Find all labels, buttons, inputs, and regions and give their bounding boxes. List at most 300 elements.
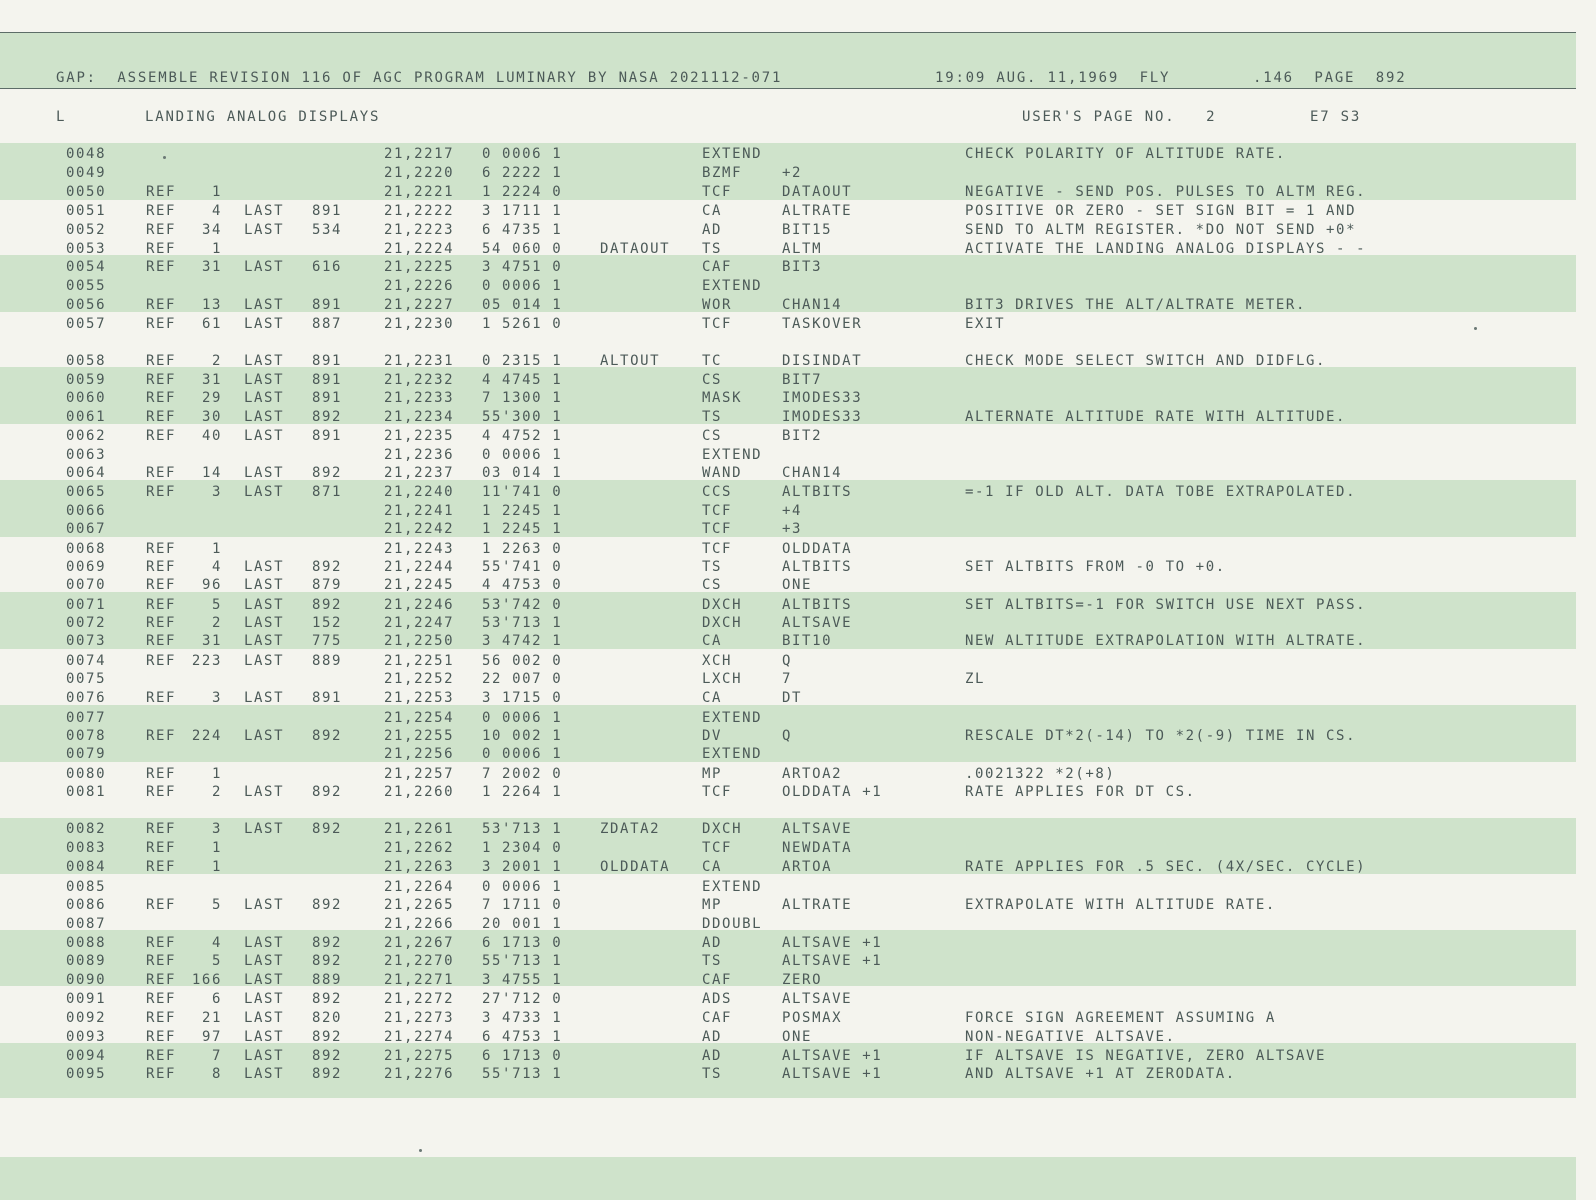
cell-seq: 0088: [66, 935, 107, 951]
cell-label: DATAOUT: [600, 241, 671, 257]
cell-lastn: 616: [312, 259, 343, 275]
cell-word: 05 014 1: [482, 297, 563, 313]
cell-op: WAND: [702, 465, 743, 481]
cell-word: 0 0006 1: [482, 879, 563, 895]
cell-seq: 0056: [66, 297, 107, 313]
cell-op: EXTEND: [702, 746, 763, 762]
cell-lastk: LAST: [244, 409, 285, 425]
cell-refn: 5: [211, 953, 222, 969]
cell-lastn: 892: [312, 1029, 343, 1045]
cell-lastn: 871: [312, 484, 343, 500]
cell-addr: 21,2267: [384, 935, 455, 951]
cell-lastk: LAST: [244, 203, 285, 219]
cell-seq: 0054: [66, 259, 107, 275]
cell-operand: CHAN14: [782, 297, 843, 313]
cell-word: 3 4751 0: [482, 259, 563, 275]
cell-seq: 0067: [66, 521, 107, 537]
header-date-time: 19:09 AUG. 11,1969 FLY: [935, 70, 1171, 86]
cell-lastk: LAST: [244, 297, 285, 313]
cell-word: 7 2002 0: [482, 766, 563, 782]
cell-word: 03 014 1: [482, 465, 563, 481]
cell-seq: 0084: [66, 859, 107, 875]
cell-word: 1 2263 0: [482, 541, 563, 557]
cell-word: 22 007 0: [482, 671, 563, 687]
cell-comment: EXTRAPOLATE WITH ALTITUDE RATE.: [965, 897, 1276, 913]
header-rule: [0, 32, 1576, 33]
green-bar-band: [0, 1157, 1576, 1200]
cell-lastk: LAST: [244, 259, 285, 275]
listing-line: [0, 164, 1576, 183]
cell-addr: 21,2257: [384, 766, 455, 782]
cell-operand: ZERO: [782, 972, 823, 988]
listing-line: [0, 709, 1576, 728]
cell-addr: 21,2226: [384, 278, 455, 294]
cell-op: MP: [702, 897, 723, 913]
cell-comment: ZL: [965, 671, 986, 687]
cell-label: OLDDATA: [600, 859, 671, 875]
cell-ref: REF: [146, 297, 177, 313]
cell-refn: 4: [211, 935, 222, 951]
cell-lastn: 892: [312, 991, 343, 1007]
cell-lastk: LAST: [244, 615, 285, 631]
cell-seq: 0072: [66, 615, 107, 631]
cell-lastk: LAST: [244, 972, 285, 988]
cell-ref: REF: [146, 784, 177, 800]
cell-operand: Q: [782, 728, 793, 744]
cell-word: 10 002 1: [482, 728, 563, 744]
cell-ref: REF: [146, 428, 177, 444]
cell-lastk: LAST: [244, 1048, 285, 1064]
cell-addr: 21,2274: [384, 1029, 455, 1045]
cell-ref: REF: [146, 840, 177, 856]
cell-operand: ALTSAVE: [782, 821, 853, 837]
cell-word: 53'713 1: [482, 821, 563, 837]
listing-line: [0, 934, 1576, 953]
cell-word: 7 1711 0: [482, 897, 563, 913]
cell-seq: 0076: [66, 690, 107, 706]
cell-addr: 21,2247: [384, 615, 455, 631]
cell-word: 3 4733 1: [482, 1010, 563, 1026]
cell-seq: 0052: [66, 222, 107, 238]
cell-lastk: LAST: [244, 390, 285, 406]
cell-addr: 21,2275: [384, 1048, 455, 1064]
cell-seq: 0063: [66, 447, 107, 463]
cell-lastk: LAST: [244, 728, 285, 744]
cell-operand: +4: [782, 503, 803, 519]
listing-line: [0, 258, 1576, 277]
cell-comment: ACTIVATE THE LANDING ANALOG DISPLAYS - -: [965, 241, 1367, 257]
listing-line: [0, 464, 1576, 483]
cell-seq: 0050: [66, 184, 107, 200]
cell-refn: 7: [211, 1048, 222, 1064]
cell-op: WOR: [702, 297, 733, 313]
cell-op: EXTEND: [702, 278, 763, 294]
cell-op: TCF: [702, 521, 733, 537]
cell-comment: SEND TO ALTM REGISTER. *DO NOT SEND +0*: [965, 222, 1357, 238]
cell-seq: 0078: [66, 728, 107, 744]
cell-op: CCS: [702, 484, 733, 500]
cell-op: TS: [702, 409, 723, 425]
listing-line: [0, 558, 1576, 577]
cell-lastk: LAST: [244, 597, 285, 613]
cell-operand: ALTSAVE: [782, 991, 853, 1007]
cell-operand: DISINDAT: [782, 353, 863, 369]
cell-lastn: 891: [312, 372, 343, 388]
cell-op: CA: [702, 633, 723, 649]
cell-seq: 0087: [66, 916, 107, 932]
paper-speck: [163, 156, 166, 159]
listing-line: [0, 1009, 1576, 1028]
cell-addr: 21,2255: [384, 728, 455, 744]
cell-lastk: LAST: [244, 991, 285, 1007]
cell-ref: REF: [146, 597, 177, 613]
header-page-ref: .146 PAGE 892: [1253, 70, 1407, 86]
cell-word: 0 2315 1: [482, 353, 563, 369]
cell-op: ADS: [702, 991, 733, 1007]
cell-seq: 0079: [66, 746, 107, 762]
cell-word: 3 4742 1: [482, 633, 563, 649]
cell-operand: 7: [782, 671, 793, 687]
cell-addr: 21,2270: [384, 953, 455, 969]
listing-line: [0, 540, 1576, 559]
cell-lastk: LAST: [244, 897, 285, 913]
cell-refn: 1: [211, 541, 222, 557]
cell-operand: BIT15: [782, 222, 833, 238]
cell-comment: POSITIVE OR ZERO - SET SIGN BIT = 1 AND: [965, 203, 1357, 219]
cell-refn: 8: [211, 1066, 222, 1082]
cell-seq: 0048: [66, 146, 107, 162]
listing-line: [0, 952, 1576, 971]
cell-seq: 0053: [66, 241, 107, 257]
cell-refn: 3: [211, 690, 222, 706]
cell-op: LXCH: [702, 671, 743, 687]
cell-refn: 3: [211, 484, 222, 500]
listing-line: [0, 596, 1576, 615]
cell-seq: 0075: [66, 671, 107, 687]
cell-op: CA: [702, 690, 723, 706]
cell-op: EXTEND: [702, 146, 763, 162]
cell-addr: 21,2245: [384, 577, 455, 593]
listing-line: [0, 745, 1576, 764]
listing-line: [0, 858, 1576, 877]
listing-line: [0, 783, 1576, 802]
cell-op: MP: [702, 766, 723, 782]
cell-word: 3 1711 1: [482, 203, 563, 219]
cell-refn: 223: [191, 653, 222, 669]
cell-lastk: LAST: [244, 559, 285, 575]
cell-ref: REF: [146, 1029, 177, 1045]
cell-seq: 0080: [66, 766, 107, 782]
cell-word: 0 0006 1: [482, 278, 563, 294]
cell-ref: REF: [146, 821, 177, 837]
cell-addr: 21,2231: [384, 353, 455, 369]
cell-lastn: 152: [312, 615, 343, 631]
cell-addr: 21,2254: [384, 710, 455, 726]
users-page-number: USER'S PAGE NO. 2: [1022, 109, 1217, 125]
cell-word: 54 060 0: [482, 241, 563, 257]
listing-line: [0, 896, 1576, 915]
cell-operand: NEWDATA: [782, 840, 853, 856]
cell-seq: 0074: [66, 653, 107, 669]
cell-operand: ONE: [782, 1029, 813, 1045]
listing-line: [0, 277, 1576, 296]
cell-operand: ARTOA2: [782, 766, 843, 782]
cell-operand: OLDDATA +1: [782, 784, 883, 800]
cell-addr: 21,2252: [384, 671, 455, 687]
cell-operand: TASKOVER: [782, 316, 863, 332]
cell-word: 0 0006 1: [482, 146, 563, 162]
cell-seq: 0061: [66, 409, 107, 425]
cell-ref: REF: [146, 653, 177, 669]
cell-ref: REF: [146, 259, 177, 275]
cell-refn: 6: [211, 991, 222, 1007]
cell-word: 0 0006 1: [482, 710, 563, 726]
cell-refn: 2: [211, 353, 222, 369]
cell-comment: RESCALE DT*2(-14) TO *2(-9) TIME IN CS.: [965, 728, 1357, 744]
cell-addr: 21,2232: [384, 372, 455, 388]
cell-seq: 0094: [66, 1048, 107, 1064]
listing-line: [0, 389, 1576, 408]
cell-op: CAF: [702, 259, 733, 275]
cell-word: 27'712 0: [482, 991, 563, 1007]
listing-line: [0, 765, 1576, 784]
cell-op: TCF: [702, 184, 733, 200]
cell-lastk: LAST: [244, 784, 285, 800]
cell-operand: ALTBITS: [782, 484, 853, 500]
cell-comment: CHECK MODE SELECT SWITCH AND DIDFLG.: [965, 353, 1327, 369]
cell-word: 4 4745 1: [482, 372, 563, 388]
cell-addr: 21,2261: [384, 821, 455, 837]
cell-refn: 4: [211, 559, 222, 575]
cell-refn: 224: [191, 728, 222, 744]
cell-addr: 21,2237: [384, 465, 455, 481]
cell-seq: 0092: [66, 1010, 107, 1026]
cell-addr: 21,2266: [384, 916, 455, 932]
cell-lastn: 892: [312, 409, 343, 425]
listing-line: [0, 427, 1576, 446]
cell-lastn: 892: [312, 559, 343, 575]
cell-seq: 0058: [66, 353, 107, 369]
cell-refn: 21: [201, 1010, 222, 1026]
cell-ref: REF: [146, 353, 177, 369]
cell-word: 55'713 1: [482, 1066, 563, 1082]
cell-addr: 21,2250: [384, 633, 455, 649]
cell-lastn: 892: [312, 784, 343, 800]
cell-seq: 0082: [66, 821, 107, 837]
cell-lastn: 775: [312, 633, 343, 649]
cell-ref: REF: [146, 953, 177, 969]
cell-operand: ARTOA: [782, 859, 833, 875]
cell-ref: REF: [146, 859, 177, 875]
cell-op: EXTEND: [702, 879, 763, 895]
cell-comment: .0021322 *2(+8): [965, 766, 1116, 782]
listing-line: [0, 240, 1576, 259]
cell-operand: BIT2: [782, 428, 823, 444]
cell-refn: 1: [211, 766, 222, 782]
listing-line: [0, 352, 1576, 371]
cell-op: AD: [702, 1029, 723, 1045]
listing-line: [0, 1028, 1576, 1047]
cell-word: 4 4752 1: [482, 428, 563, 444]
cell-operand: CHAN14: [782, 465, 843, 481]
listing-line: [0, 652, 1576, 671]
cell-ref: REF: [146, 541, 177, 557]
cell-lastk: LAST: [244, 222, 285, 238]
listing-line: [0, 315, 1576, 334]
cell-op: EXTEND: [702, 447, 763, 463]
cell-addr: 21,2221: [384, 184, 455, 200]
cell-addr: 21,2235: [384, 428, 455, 444]
cell-word: 6 4753 1: [482, 1029, 563, 1045]
cell-seq: 0051: [66, 203, 107, 219]
listing-line: [0, 839, 1576, 858]
listing-line: [0, 915, 1576, 934]
cell-ref: REF: [146, 690, 177, 706]
cell-word: 53'713 1: [482, 615, 563, 631]
cell-word: 55'300 1: [482, 409, 563, 425]
cell-op: XCH: [702, 653, 733, 669]
cell-refn: 166: [191, 972, 222, 988]
cell-ref: REF: [146, 465, 177, 481]
listing-line: [0, 371, 1576, 390]
cell-seq: 0066: [66, 503, 107, 519]
cell-op: CA: [702, 859, 723, 875]
listing-line: [0, 670, 1576, 689]
cell-seq: 0055: [66, 278, 107, 294]
cell-ref: REF: [146, 390, 177, 406]
cell-seq: 0059: [66, 372, 107, 388]
cell-word: 6 4735 1: [482, 222, 563, 238]
cell-comment: CHECK POLARITY OF ALTITUDE RATE.: [965, 146, 1286, 162]
cell-lastk: LAST: [244, 428, 285, 444]
cell-op: CAF: [702, 972, 733, 988]
cell-seq: 0071: [66, 597, 107, 613]
cell-word: 20 001 1: [482, 916, 563, 932]
cell-comment: EXIT: [965, 316, 1006, 332]
cell-lastn: 892: [312, 465, 343, 481]
cell-refn: 96: [201, 577, 222, 593]
cell-word: 4 4753 0: [482, 577, 563, 593]
cell-addr: 21,2241: [384, 503, 455, 519]
cell-op: TCF: [702, 784, 733, 800]
cell-addr: 21,2271: [384, 972, 455, 988]
cell-operand: +3: [782, 521, 803, 537]
cell-seq: 0060: [66, 390, 107, 406]
cell-lastk: LAST: [244, 484, 285, 500]
cell-lastn: 889: [312, 972, 343, 988]
listing-line: [0, 1065, 1576, 1084]
cell-operand: +2: [782, 165, 803, 181]
cell-addr: 21,2227: [384, 297, 455, 313]
cell-seq: 0077: [66, 710, 107, 726]
cell-word: 11'741 0: [482, 484, 563, 500]
cell-lastk: LAST: [244, 935, 285, 951]
cell-word: 56 002 0: [482, 653, 563, 669]
cell-operand: POSMAX: [782, 1010, 843, 1026]
cell-op: AD: [702, 222, 723, 238]
cell-refn: 14: [201, 465, 222, 481]
cell-lastn: 891: [312, 390, 343, 406]
cell-seq: 0068: [66, 541, 107, 557]
cell-ref: REF: [146, 1048, 177, 1064]
cell-word: 6 2222 1: [482, 165, 563, 181]
cell-label: ALTOUT: [600, 353, 661, 369]
cell-refn: 3: [211, 821, 222, 837]
cell-op: TCF: [702, 840, 733, 856]
cell-lastn: 891: [312, 428, 343, 444]
cell-operand: ALTRATE: [782, 203, 853, 219]
cell-ref: REF: [146, 1066, 177, 1082]
cell-op: DXCH: [702, 821, 743, 837]
cell-lastn: 892: [312, 935, 343, 951]
listing-line: [0, 614, 1576, 633]
cell-addr: 21,2265: [384, 897, 455, 913]
cell-lastn: 892: [312, 821, 343, 837]
cell-op: TS: [702, 241, 723, 257]
cell-lastn: 534: [312, 222, 343, 238]
cell-op: TC: [702, 353, 723, 369]
cell-lastn: 892: [312, 953, 343, 969]
cell-seq: 0091: [66, 991, 107, 1007]
cell-addr: 21,2273: [384, 1010, 455, 1026]
cell-op: DXCH: [702, 597, 743, 613]
cell-word: 3 1715 0: [482, 690, 563, 706]
listing-line: [0, 727, 1576, 746]
cell-ref: REF: [146, 633, 177, 649]
listing-line: [0, 296, 1576, 315]
cell-addr: 21,2260: [384, 784, 455, 800]
listing-line: [0, 502, 1576, 521]
cell-addr: 21,2243: [384, 541, 455, 557]
cell-operand: ALTSAVE +1: [782, 1066, 883, 1082]
cell-op: BZMF: [702, 165, 743, 181]
cell-ref: REF: [146, 897, 177, 913]
cell-seq: 0065: [66, 484, 107, 500]
cell-ref: REF: [146, 484, 177, 500]
cell-lastn: 820: [312, 1010, 343, 1026]
cell-op: CS: [702, 577, 723, 593]
cell-seq: 0081: [66, 784, 107, 800]
cell-operand: Q: [782, 653, 793, 669]
cell-word: 0 0006 1: [482, 447, 563, 463]
cell-refn: 30: [201, 409, 222, 425]
cell-refn: 31: [201, 372, 222, 388]
cell-operand: ALTSAVE +1: [782, 1048, 883, 1064]
cell-op: CA: [702, 203, 723, 219]
cell-lastk: LAST: [244, 690, 285, 706]
cell-lastk: LAST: [244, 353, 285, 369]
listing-line: [0, 408, 1576, 427]
cell-ref: REF: [146, 935, 177, 951]
cell-addr: 21,2233: [384, 390, 455, 406]
cell-seq: 0049: [66, 165, 107, 181]
cell-addr: 21,2225: [384, 259, 455, 275]
cell-lastk: LAST: [244, 1066, 285, 1082]
cell-operand: ALTRATE: [782, 897, 853, 913]
cell-addr: 21,2236: [384, 447, 455, 463]
cell-seq: 0062: [66, 428, 107, 444]
cell-refn: 29: [201, 390, 222, 406]
listing-line: [0, 145, 1576, 164]
cell-seq: 0073: [66, 633, 107, 649]
cell-comment: =-1 IF OLD ALT. DATA TOBE EXTRAPOLATED.: [965, 484, 1357, 500]
paper-speck: [419, 1149, 422, 1152]
cell-operand: ALTSAVE: [782, 615, 853, 631]
cell-operand: BIT10: [782, 633, 833, 649]
cell-refn: 1: [211, 859, 222, 875]
cell-refn: 1: [211, 840, 222, 856]
cell-ref: REF: [146, 728, 177, 744]
